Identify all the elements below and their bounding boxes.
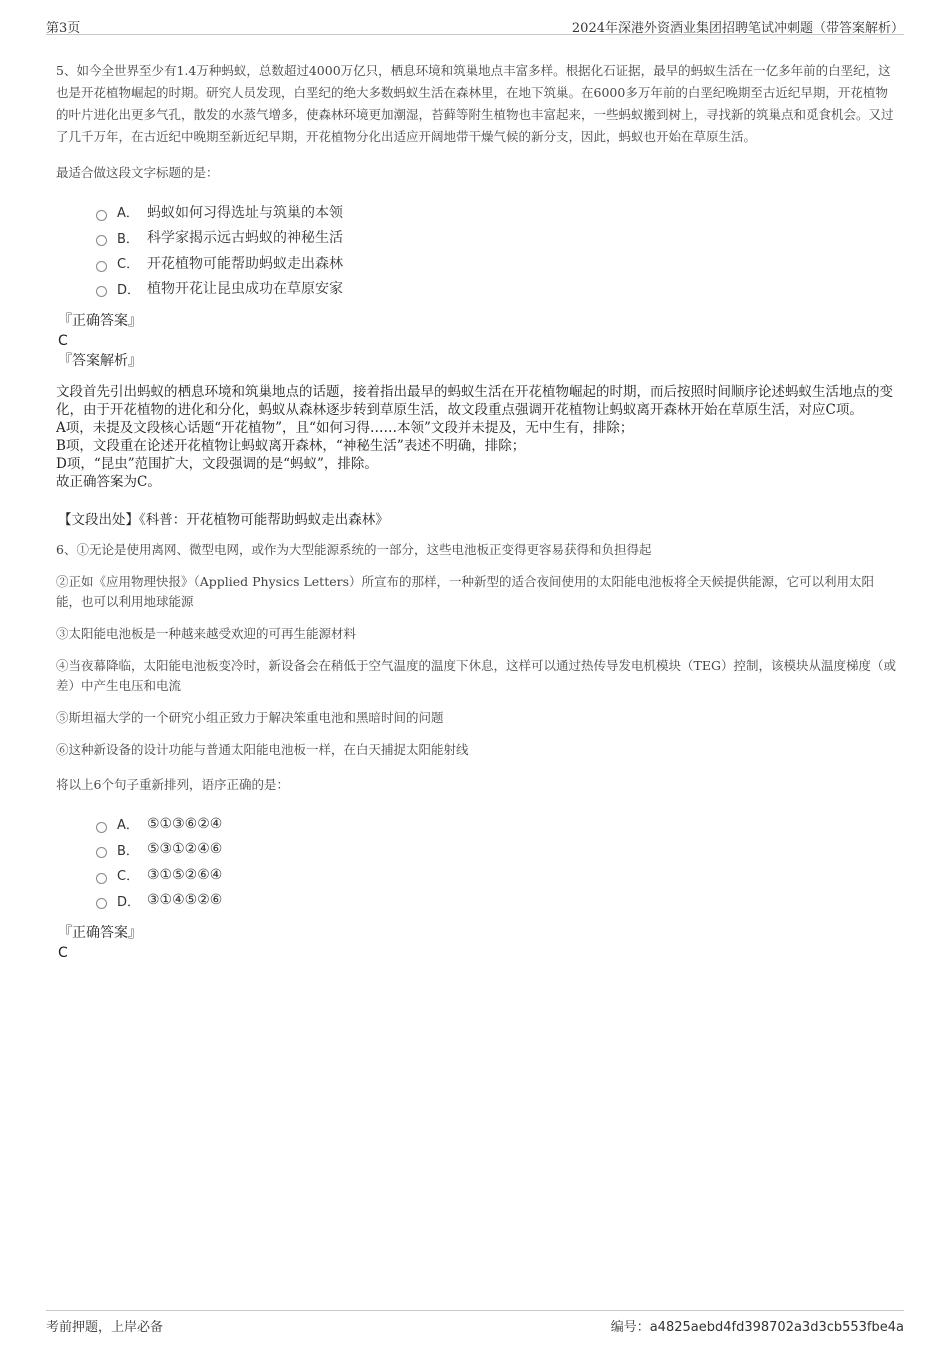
option-text: 科学家揭示远古蚂蚁的神秘生活	[147, 230, 343, 247]
question-6-prompt: 将以上6个句子重新排列，语序正确的是：	[56, 777, 289, 792]
analysis-paragraph: A项，未提及文段核心话题“开花植物”，且“如何习得……本领”文段并未提及，无中生有，排除；	[56, 420, 634, 436]
option-text: ⑤①③⑥②④	[147, 815, 223, 832]
option-letter: C．	[117, 869, 140, 885]
sentence-4: ④当夜幕降临，太阳能电池板变冷时，新设备会在稍低于空气温度的温度下休息，这样可以通过热传导发电机模块（TEG）控制，该模块从温度梯度（或差）中产生电压和电流	[56, 658, 896, 693]
option-text: ③①④⑤②⑥	[147, 892, 223, 909]
analysis-section	[56, 383, 898, 491]
analysis-paragraph: D项，“昆虫”范围扩大，文段强调的是“蚂蚁”，排除。	[56, 456, 378, 472]
question-6-options	[56, 811, 898, 913]
radio-icon[interactable]	[96, 261, 107, 272]
option-letter: B．	[117, 843, 139, 859]
option-text: ③①⑤②⑥④	[147, 866, 223, 883]
radio-icon[interactable]	[96, 847, 107, 858]
question-6-option-d[interactable]	[56, 888, 898, 914]
question-6-option-b[interactable]	[56, 837, 898, 863]
answer-label: 『正确答案』	[58, 313, 142, 329]
question-5-option-b[interactable]	[56, 225, 898, 251]
code-value: a4825aebd4fd398702a3d3cb553fbe4a	[649, 1320, 904, 1335]
question-6	[56, 540, 898, 963]
question-5	[56, 60, 898, 528]
option-letter: B．	[117, 231, 139, 247]
answer-value: C	[58, 945, 68, 961]
radio-icon[interactable]	[96, 286, 107, 297]
option-letter: D．	[117, 894, 141, 910]
sentence-3: ③太阳能电池板是一种越来越受欢迎的可再生能源材料	[56, 626, 357, 641]
text-source: 【文段出处】《科普：开花植物可能帮助蚂蚁走出森林》	[58, 512, 389, 528]
radio-icon[interactable]	[96, 898, 107, 909]
page-number: 第3页	[46, 21, 81, 36]
question-5-option-d[interactable]	[56, 276, 898, 302]
question-5-option-a[interactable]	[56, 199, 898, 225]
code-label: 编号：	[610, 1320, 650, 1335]
option-text: 植物开花让昆虫成功在草原安家	[147, 281, 343, 298]
radio-icon[interactable]	[96, 235, 107, 246]
option-letter: D．	[117, 282, 141, 298]
option-text: ⑤③①②④⑥	[147, 841, 223, 858]
question-5-stem: 5、如今全世界至少有1.4万种蚂蚁，总数超过4000万亿只，栖息环境和筑巢地点丰富多样。根据化石证据，最早的蚂蚁生活在一亿多年前的白垩纪，这也是开花植物崛起的时期。研究人员发现，白垩纪的绝大多数蚂蚁生活在森林里，在地下筑巢。在6000多万年前的白垩纪晚期至古近纪早期，开花植物的叶片进化出更多气孔，散发的水蒸气增多，使森林环境更加潮湿，苔藓等附生植物也丰富起来，一些蚂蚁搬到树上，寻找新的筑巢点和觅食机会。又过了几千万年，在古近纪中晚期至新近纪早期，开花植物分化出适应开阔地带干燥气候的新分支，因此，蚂蚁也开始在草原生活。	[56, 63, 894, 144]
sentence-6: ⑥这种新设备的设计功能与普通太阳能电池板一样，在白天捕捉太阳能射线	[56, 742, 469, 757]
question-5-option-c[interactable]	[56, 250, 898, 276]
document-title: 2024年深港外资酒业集团招聘笔试冲刺题（带答案解析）	[571, 21, 904, 36]
analysis-paragraph: 文段首先引出蚂蚁的栖息环境和筑巢地点的话题，接着指出最早的蚂蚁生活在开花植物崛起的时期，而后按照时间顺序论述蚂蚁生活地点的变化，由于开花植物的进化和分化，蚂蚁从森林逐步转到草原生活，故文段重点强调开花植物让蚂蚁离开森林开始在草原生活，对应C项。	[56, 384, 893, 418]
page-content	[56, 60, 898, 963]
answer-label: 『正确答案』	[58, 925, 142, 941]
answer-value: C	[58, 333, 68, 349]
question-5-prompt: 最适合做这段文字标题的是：	[56, 165, 219, 180]
question-6-option-a[interactable]	[56, 811, 898, 837]
sentence-2: ②正如《应用物理快报》（Applied Physics Letters）所宣布的那样，一种新型的适合夜间使用的太阳能电池板将全天候提供能源，它可以利用太阳能，也可以利用地球能源	[56, 574, 875, 609]
sentence-1: 6、①无论是使用离网、微型电网，或作为大型能源系统的一部分，这些电池板正变得更容易获得和负担得起	[56, 542, 652, 557]
footer-slogan: 考前押题，上岸必备	[46, 1320, 164, 1335]
radio-icon[interactable]	[96, 822, 107, 833]
page-header	[46, 14, 904, 35]
document-code	[611, 1316, 904, 1335]
option-text: 开花植物可能帮助蚂蚁走出森林	[147, 255, 343, 272]
page-footer	[46, 1310, 904, 1335]
analysis-paragraph: B项，文段重在论述开花植物让蚂蚁离开森林，“神秘生活”表述不明确，排除；	[56, 438, 526, 454]
option-letter: A．	[117, 818, 139, 834]
sentence-5: ⑤斯坦福大学的一个研究小组正致力于解决笨重电池和黑暗时间的问题	[56, 710, 444, 725]
analysis-paragraph: 故正确答案为C。	[56, 474, 161, 490]
analysis-label: 『答案解析』	[58, 353, 142, 369]
option-text: 蚂蚁如何习得选址与筑巢的本领	[147, 204, 343, 221]
radio-icon[interactable]	[96, 873, 107, 884]
option-letter: A．	[117, 206, 139, 222]
question-6-option-c[interactable]	[56, 862, 898, 888]
radio-icon[interactable]	[96, 210, 107, 221]
option-letter: C．	[117, 257, 140, 273]
question-5-options	[56, 199, 898, 301]
